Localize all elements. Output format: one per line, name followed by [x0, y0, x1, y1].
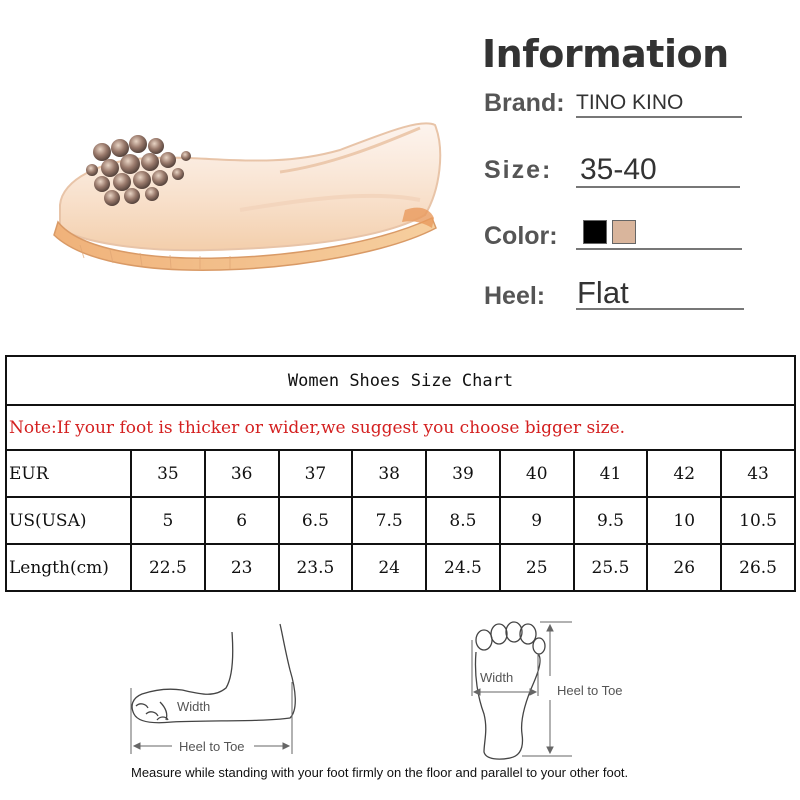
- table-cell: 37: [279, 450, 353, 497]
- table-cell: 10: [647, 497, 721, 544]
- table-row-length: [6, 544, 795, 591]
- side-width-label: Width: [177, 699, 211, 714]
- table-cell: 23: [205, 544, 279, 591]
- table-cell: 23.5: [279, 544, 353, 591]
- color-swatch-black: [583, 220, 607, 244]
- size-underline: [576, 186, 740, 188]
- table-cell: 22.5: [131, 544, 205, 591]
- table-cell: 43: [721, 450, 795, 497]
- measurement-instruction: Measure while standing with your foot firmly on the floor and parallel to your other foot.: [131, 765, 629, 780]
- row-label: EUR: [6, 450, 131, 497]
- table-cell: 7.5: [352, 497, 426, 544]
- table-cell: 25: [500, 544, 574, 591]
- information-title: Information: [482, 32, 729, 76]
- table-cell: 24: [352, 544, 426, 591]
- table-cell: 26: [647, 544, 721, 591]
- product-image-jelly-sandal: [40, 110, 460, 280]
- heel-label: Heel:: [484, 282, 546, 310]
- side-view-foot-diagram: [132, 624, 295, 723]
- size-chart-note: Note:If your foot is thicker or wider,we suggest you choose bigger size.: [6, 405, 795, 450]
- top-view-foot-diagram: [475, 622, 545, 759]
- table-cell: 26.5: [721, 544, 795, 591]
- table-cell: 9: [500, 497, 574, 544]
- color-underline: [576, 248, 742, 250]
- top-length-label: Heel to Toe: [557, 683, 623, 698]
- size-label: Size:: [484, 156, 553, 184]
- table-cell: 6: [205, 497, 279, 544]
- table-cell: 38: [352, 450, 426, 497]
- table-cell: 40: [500, 450, 574, 497]
- heel-underline: [576, 308, 744, 310]
- table-cell: 42: [647, 450, 721, 497]
- table-row-eur: [6, 450, 795, 497]
- brand-label: Brand:: [484, 89, 565, 117]
- table-cell: 25.5: [574, 544, 648, 591]
- table-cell: 9.5: [574, 497, 648, 544]
- size-chart-title: Women Shoes Size Chart: [6, 356, 795, 405]
- row-label: Length(cm): [6, 544, 131, 591]
- table-cell: 41: [574, 450, 648, 497]
- table-cell: 5: [131, 497, 205, 544]
- table-cell: 24.5: [426, 544, 500, 591]
- color-swatch-nude: [612, 220, 636, 244]
- size-chart-table: [5, 355, 796, 592]
- table-row-us: [6, 497, 795, 544]
- table-cell: 35: [131, 450, 205, 497]
- table-cell: 39: [426, 450, 500, 497]
- table-cell: 8.5: [426, 497, 500, 544]
- brand-underline: [576, 116, 742, 118]
- size-value: 35-40: [580, 153, 657, 186]
- top-width-dimension: [472, 640, 538, 696]
- table-cell: 36: [205, 450, 279, 497]
- color-label: Color:: [484, 222, 558, 250]
- row-label: US(USA): [6, 497, 131, 544]
- heel-value: Flat: [577, 275, 629, 310]
- brand-value: TINO KINO: [576, 91, 684, 114]
- top-width-label: Width: [480, 670, 514, 685]
- table-cell: 10.5: [721, 497, 795, 544]
- side-length-label: Heel to Toe: [179, 739, 245, 754]
- table-cell: 6.5: [279, 497, 353, 544]
